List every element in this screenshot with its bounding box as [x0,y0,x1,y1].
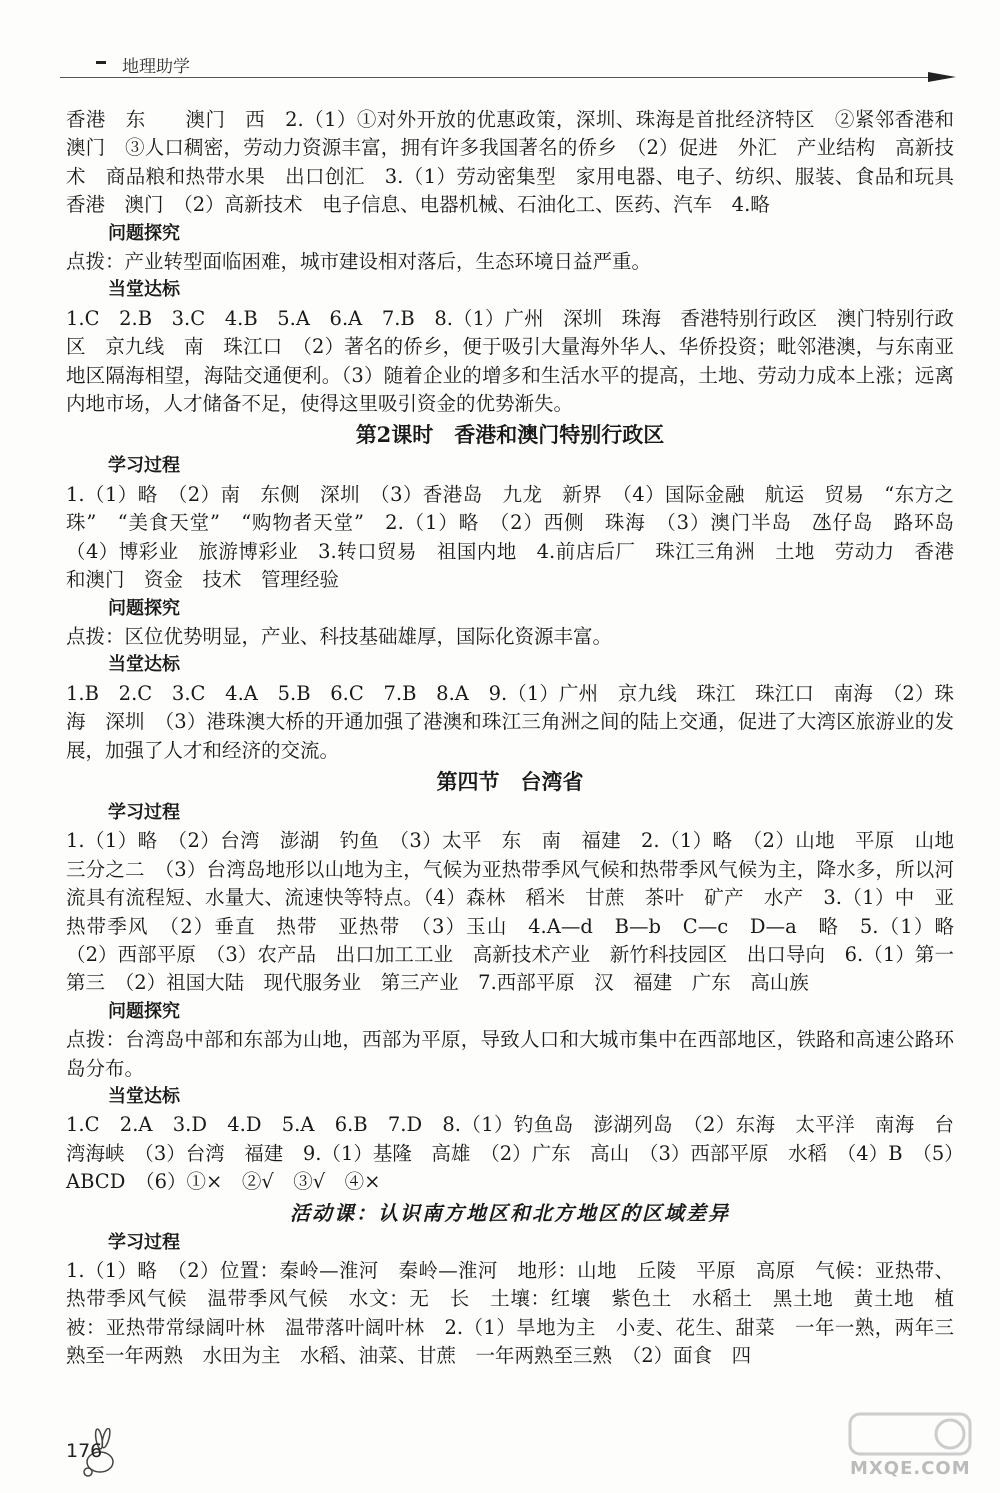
lesson-heading: 第2课时 香港和澳门特别行政区 [355,422,665,448]
header-arrow-icon [928,72,956,82]
header-title: 地理助学 [122,57,190,77]
paragraph: 点拨：台湾岛中部和东部为山地，西部为平原，导致人口和大城市集中在西部地区，铁路和高速公路环岛分布。 [66,1028,954,1080]
section-label: 学习过程 [108,1231,180,1253]
header-rule [60,77,940,78]
page-number-badge [56,1428,116,1480]
section-label: 当堂达标 [108,279,180,301]
section-label: 当堂达标 [108,1086,180,1107]
paragraph: 1.C 2.A 3.D 4.D 5.A 6.B 7.D 8.（1）钓鱼岛 澎湖列岛 （2）东海 太平洋 南海 台湾海峡 （3）台湾 福建 9.（1）基隆 高雄 （2）广东 高山 （3）西部平原 水稻 （4）B （5）ABCD （6）①× ②√ ③√ ④× [66,1113,954,1194]
paragraph: 1.C 2.B 3.C 4.B 5.A 6.A 7.B 8.（1）广州 深圳 珠海 香港特别行政区 澳门特别行政区 京九线 南 珠江口 （2）著名的侨乡，便于吸引大量海外华人、华侨投资；毗邻港澳，与东南亚地区隔海相望，海陆交通便利。（3）随着企业的增多和生活水平的提高，土地、劳动力成本上涨；远离内地市场，人才储备不足，使得这里吸引资金的优势渐失。 [66,306,954,416]
section-label: 学习过程 [108,455,180,477]
paragraph: 点拨：产业转型面临困难，城市建设相对落后，生态环境日益严重。 [66,250,652,274]
paragraph: 1.（1）略 （2）台湾 澎湖 钓鱼 （3）太平 东 南 福建 2.（1）略 （2）山地 平原 山地 三分之二 （3）台湾岛地形以山地为主，气候为亚热带季风气候和热带季风气候为主，降水多，所以河流具有流程短、水量大、流速快等特点。（4）森林 稻米 甘蔗 茶叶 矿产 水产 3.（1）中 亚热带季风 （2）垂直 热带 亚热带 （3）玉山 4.A—d B—b C—c D—a 略 5.（1）略 （2）西部平原 （3）农产品 出口加工工业 高新技术产业 新竹科技园区 出口导向 6.（1）第一 第三 （2）祖国大陆 现代服务业 第三产业 7.西部平原 汉 福建 广东 高山族 [66,829,974,995]
watermark-text: MXQE.COM [850,1458,971,1479]
paragraph: 1.B 2.C 3.C 4.A 5.B 6.C 7.B 8.A 9.（1）广州 京九线 珠江 珠江口 南海 （2）珠海 深圳 （3）港珠澳大桥的开通加强了港澳和珠江三角洲之间的陆上交通，促进了大湾区旅游业的发展，加强了人才和经济的交流。 [66,681,954,762]
page-header [60,52,960,82]
paragraph: 点拨：区位优势明显，产业、科技基础雄厚，国际化资源丰富。 [66,624,613,648]
paragraph: 1.（1）略 （2）南 东侧 深圳 （3）香港岛 九龙 新界 （4）国际金融 航运 贸易 “东方之珠” “美食天堂” “购物者天堂” 2.（1）略 （2）西侧 珠海 （3）澳门半岛 氹仔岛 路环岛 （4）博彩业 旅游博彩业 3.转口贸易 祖国内地 4.前店后厂 珠江三角洲 土地 劳动力 香港和澳门 资金 技术 管理经验 [66,482,974,592]
watermark-graphic [830,1408,990,1458]
activity-heading: 活动课：认识南方地区和北方地区的区域差异 [290,1200,730,1225]
paragraph: 香港 东 澳门 西 2.（1）①对外开放的优惠政策，深圳、珠海是首批经济特区 ②紧邻香港和澳门 ③人口稠密，劳动力资源丰富，拥有许多我国著名的侨乡 （2）促进 外汇 产业结构 高新技术 商品粮和热带水果 出口创汇 3.（1）劳动密集型 家用电器、电子、纺织、服装、食品和玩具 香港 澳门 （2）高新技术 电子信息、电器机械、石油化工、医药、汽车 4.略 [66,108,974,217]
section-label: 问题探究 [108,222,180,244]
section-heading: 第四节 台湾省 [436,768,584,794]
header-dash [96,61,106,64]
section-label: 学习过程 [108,801,180,823]
paragraph: 1.（1）略 （2）位置：秦岭—淮河 秦岭—淮河 地形：山地 丘陵 平原 高原 气候：亚热带、热带季风气候 温带季风气候 水文：无 长 土壤：红壤 紫色土 水稻土 黑土地 黄土地 植被：亚热带常绿阔叶林 温带落叶阔叶林 2.（1）旱地为主 小麦、花生、甜菜 一年一熟，两年三熟至一年两熟 水田为主 水稻、油菜、甘蔗 一年两熟至三熟 （2）面食 四 [66,1259,954,1368]
page-content [66,106,974,1371]
watermark-logo [830,1408,990,1488]
page-number: 176 [66,1440,103,1462]
section-label: 问题探究 [108,1000,180,1022]
section-label: 当堂达标 [108,654,180,676]
section-label: 问题探究 [108,597,180,619]
